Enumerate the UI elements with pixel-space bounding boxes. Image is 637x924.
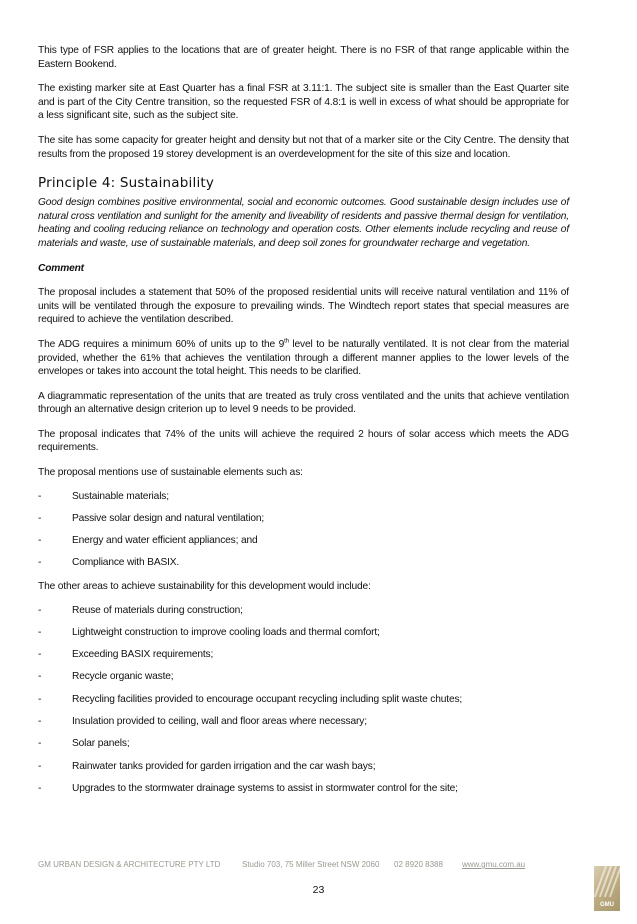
paragraph-capacity: The site has some capacity for greater height and density but not that of a marker site or the City Centre. The density that results from the proposed 19 storey development is an overdevelopment for the site of this size and location. <box>38 134 569 160</box>
footer-phone: 02 8920 8388 <box>394 860 443 869</box>
dash-bullet: - <box>38 649 42 661</box>
footer-website-link[interactable]: www.gmu.com.au <box>462 860 526 869</box>
list-item <box>38 670 569 684</box>
list-item-text: Insulation provided to ceiling, wall and floor areas where necessary; <box>72 716 367 728</box>
list-item <box>38 715 569 729</box>
list-item-text: Passive solar design and natural ventilation; <box>72 512 265 524</box>
footer-company: GM URBAN DESIGN & ARCHITECTURE PTY LTD <box>38 860 221 869</box>
list-item <box>38 556 569 570</box>
list-item-text: Reuse of materials during construction; <box>72 604 243 616</box>
list-item-text: Recycling facilities provided to encourage occupant recycling including split waste chutes; <box>72 693 463 705</box>
list-item-text: Compliance with BASIX. <box>72 556 180 568</box>
list-item <box>38 534 569 548</box>
dash-bullet: - <box>38 604 42 616</box>
dash-bullet: - <box>38 671 42 683</box>
principle-statement: Good design combines positive environmental, social and economic outcomes. Good sustainable design includes use of natural cross ventilation and sunlight for the amenity and liveability of residents and passive thermal design for ventilation, heating and cooling reducing reliance on technology and operation costs. Other elements include recycling and reuse of materials and waste, use of sustainable materials, and deep soil zones for groundwater recharge and vegetation. <box>38 197 569 249</box>
list-item <box>38 490 569 504</box>
list-item-text: Sustainable materials; <box>72 490 169 502</box>
dash-bullet: - <box>38 534 42 546</box>
list-item <box>38 782 569 796</box>
comment-label: Comment <box>38 262 84 274</box>
document-body <box>38 44 569 804</box>
section-heading: Principle 4: Sustainability <box>38 175 215 192</box>
dash-bullet: - <box>38 556 42 568</box>
paragraph-adg-requirement: The ADG requires a minimum 60% of units up to the 9th level to be naturally ventilated. It is not clear from the material provided, whether the 61% that achieves the ventilation through a different manner applies to the lower levels of the envelopes or takes into account the total height. This needs to be clarified. <box>38 338 569 378</box>
dash-bullet: - <box>38 512 42 524</box>
sustainable-elements-list <box>38 490 569 570</box>
list-item-text: Upgrades to the stormwater drainage systems to assist in stormwater control for the site; <box>72 782 458 794</box>
list-item-text: Recycle organic waste; <box>72 671 174 683</box>
dash-bullet: - <box>38 760 42 772</box>
page-number: 23 <box>312 884 325 896</box>
list-item <box>38 648 569 662</box>
paragraph-natural-ventilation: The proposal includes a statement that 50% of the proposed residential units will receive natural ventilation and 11% of units will be ventilated through the exposure to prevailing winds. The Windtech report states that special measures are required to achieve the ventilation described. <box>38 287 569 326</box>
list-item-text: Lightweight construction to improve cooling loads and thermal comfort; <box>72 626 380 638</box>
paragraph-solar-access: The proposal indicates that 74% of the units will achieve the required 2 hours of solar access which meets the ADG requirements. <box>38 428 569 454</box>
paragraph-east-quarter: The existing marker site at East Quarter has a final FSR at 3.11:1. The subject site is smaller than the East Quarter site and is part of the City Centre transition, so the requested FSR of 4.8:1 is well in excess of what should be appropriate for a less significant site, such as the subject site. <box>38 83 569 122</box>
list-item-text: Rainwater tanks provided for garden irrigation and the car wash bays; <box>72 760 376 772</box>
list-item <box>38 737 569 751</box>
list-item-text: Solar panels; <box>72 738 130 750</box>
list-item <box>38 693 569 707</box>
dash-bullet: - <box>38 738 42 750</box>
list-item <box>38 760 569 774</box>
gmu-logo <box>594 866 620 911</box>
paragraph-diagram-request: A diagrammatic representation of the units that are treated as truly cross ventilated and the units that achieve ventilation through an alternative design criterion up to level 9 needs to be provided. <box>38 390 569 416</box>
paragraph-other-areas: The other areas to achieve sustainability for this development would include: <box>38 581 371 593</box>
dash-bullet: - <box>38 693 42 705</box>
dash-bullet: - <box>38 626 42 638</box>
other-areas-list <box>38 604 569 796</box>
list-item <box>38 626 569 640</box>
dash-bullet: - <box>38 490 42 502</box>
paragraph-fsr-locations: This type of FSR applies to the locations that are of greater height. There is no FSR of that range applicable within the Eastern Bookend. <box>38 45 569 70</box>
list-item-text: Exceeding BASIX requirements; <box>72 649 214 661</box>
paragraph-sustainable-elements: The proposal mentions use of sustainable elements such as: <box>38 467 303 479</box>
list-item <box>38 512 569 526</box>
footer-address: Studio 703, 75 Miller Street NSW 2060 <box>242 860 380 869</box>
list-item-text: Energy and water efficient appliances; and <box>72 534 258 546</box>
logo-text: GMU <box>600 902 614 908</box>
dash-bullet: - <box>38 782 42 794</box>
dash-bullet: - <box>38 716 42 728</box>
list-item <box>38 604 569 618</box>
